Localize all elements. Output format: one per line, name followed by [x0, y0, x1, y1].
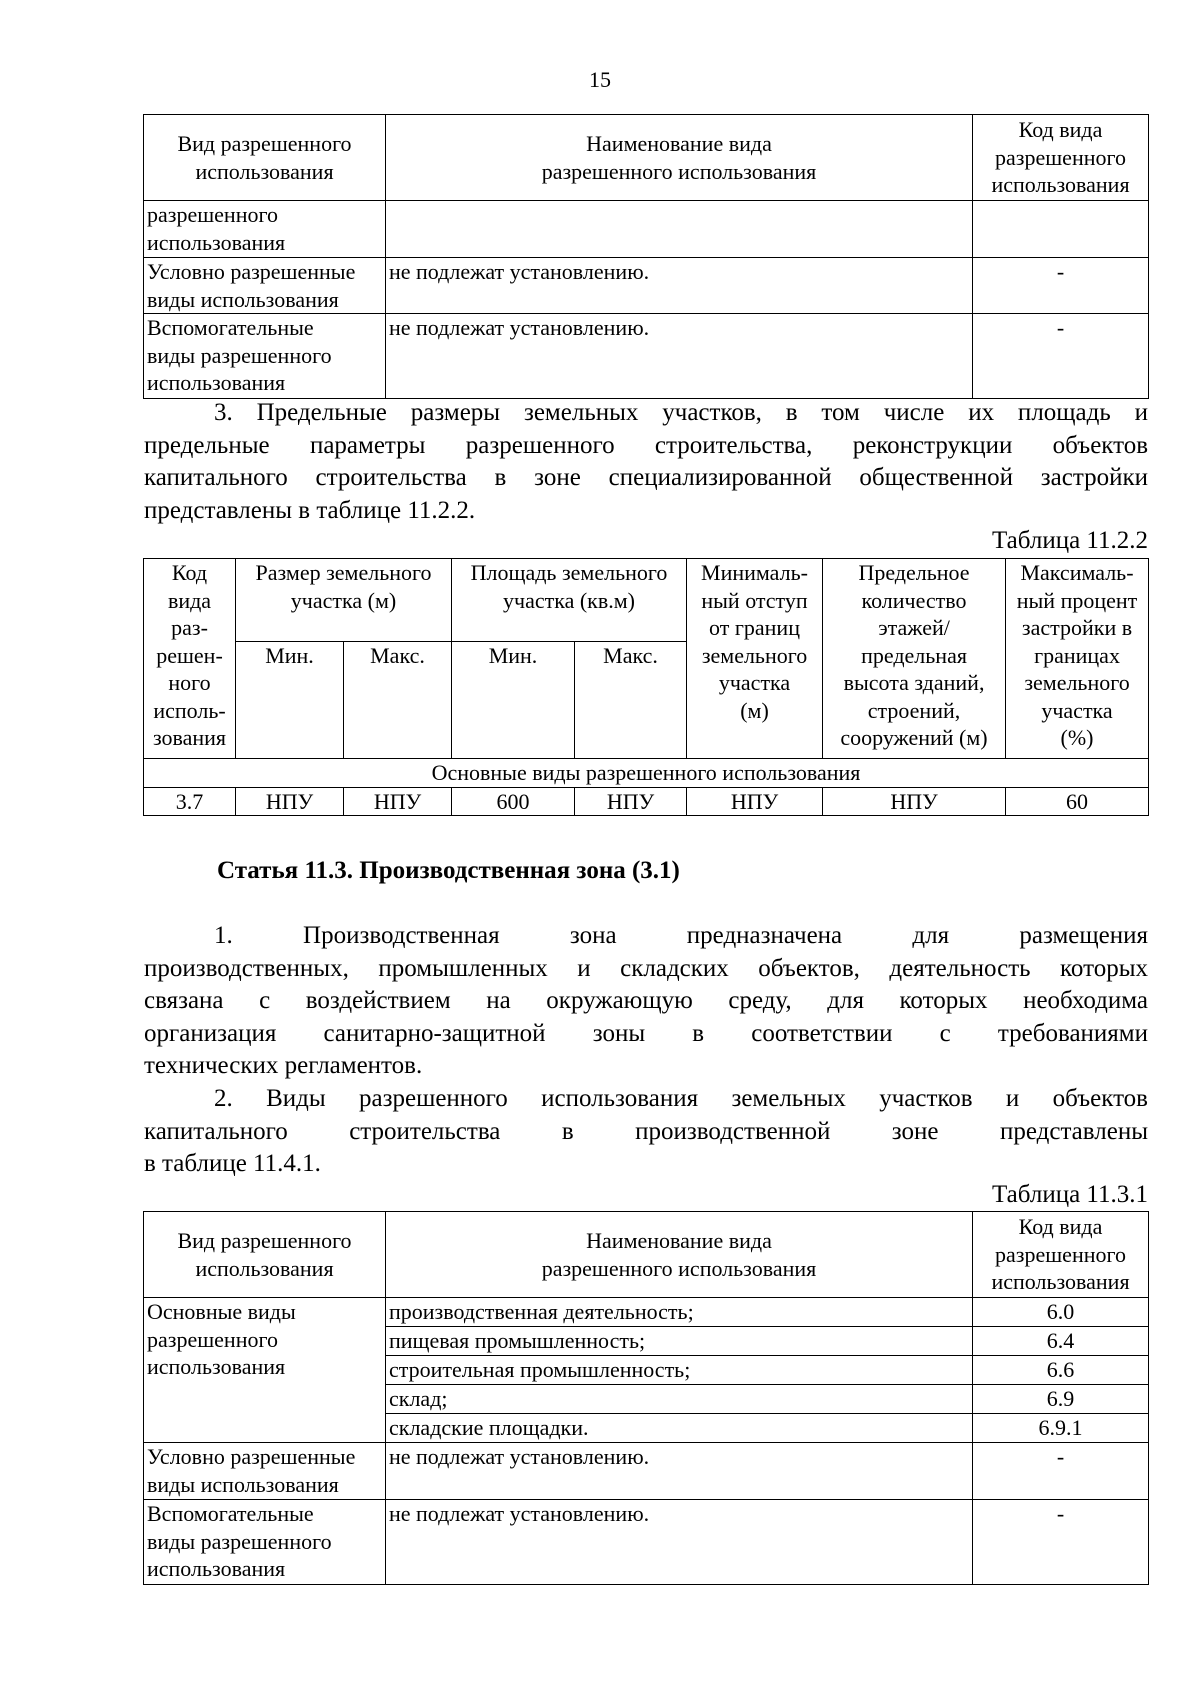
use-name-cell: склад; — [386, 1385, 973, 1414]
value-min-offset: НПУ — [687, 787, 823, 816]
use-name-cell: складские площадки. — [386, 1414, 973, 1443]
use-code-cell: 6.4 — [973, 1327, 1149, 1356]
use-type-main: Основные виды разрешенного использования — [144, 1298, 386, 1443]
use-name-cell: строительная промышленность; — [386, 1356, 973, 1385]
value-code: 3.7 — [144, 787, 236, 816]
header-plot-size: Размер земельного участка (м) — [236, 559, 452, 642]
paragraph-zone-purpose: 1. Производственная зона предназначена для размещения производственных, промышленных и складских объектов, деятельность которых связана с воздействием на окружающую среду, для которых необходима организация санитарно-защитной зоны в соответствии с требованиями технических регламентов. — [144, 922, 1148, 1079]
value-size-max: НПУ — [344, 787, 452, 816]
table-caption: Таблица 11.3.1 — [992, 1181, 1148, 1208]
industrial-use-table — [143, 1211, 1149, 1585]
header-area-max: Макс. — [575, 642, 687, 759]
header-use-type: Вид разрешенного использования — [144, 115, 386, 201]
use-type-cell: разрешенного использования — [144, 201, 386, 258]
use-name-cell: не подлежат установлению. — [386, 314, 973, 399]
header-plot-area: Площадь земельного участка (кв.м) — [452, 559, 687, 642]
table-row — [144, 201, 1149, 258]
page-number: 15 — [589, 67, 611, 92]
use-code-cell: 6.9 — [973, 1385, 1149, 1414]
use-name-cell: пищевая промышленность; — [386, 1327, 973, 1356]
table-row — [144, 258, 1149, 314]
use-code-cell: 6.6 — [973, 1356, 1149, 1385]
paragraph-limit-sizes: 3. Предельные размеры земельных участков, в том числе их площадь и предельные параметры разрешенного строительства, реконструкции объектов капитального строительства в зоне специализированной общественной застройки представлены в таблице 11.2.2. — [144, 399, 1148, 524]
header-use-code: Код вида разрешенного использования — [973, 1212, 1149, 1298]
header-use-name: Наименование вида разрешенного использования — [386, 115, 973, 201]
table-row — [144, 1500, 1149, 1585]
value-max-floors: НПУ — [823, 787, 1006, 816]
use-type-cell: Вспомогательные виды разрешенного использования — [144, 314, 386, 399]
use-code-cell: - — [973, 1500, 1149, 1585]
paragraph-use-types: 2. Виды разрешенного использования земельных участков и объектов капитального строительства в производственной зоне представлены в таблице 11.4.1. — [144, 1085, 1148, 1177]
table-row — [144, 787, 1149, 816]
article-heading: Статья 11.3. Производственная зона (3.1) — [217, 857, 680, 884]
use-code-cell: 6.9.1 — [973, 1414, 1149, 1443]
parameters-table — [143, 558, 1149, 816]
header-area-min: Мин. — [452, 642, 575, 759]
section-main-uses: Основные виды разрешенного использования — [144, 759, 1149, 788]
header-use-type: Вид разрешенного использования — [144, 1212, 386, 1298]
header-max-percent: Максималь- ный процент застройки в границах земельного участка (%) — [1006, 559, 1149, 759]
table-caption: Таблица 11.2.2 — [992, 527, 1148, 554]
value-area-max: НПУ — [575, 787, 687, 816]
value-max-percent: 60 — [1006, 787, 1149, 816]
use-type-cell: Условно разрешенные виды использования — [144, 258, 386, 314]
header-use-name: Наименование вида разрешенного использования — [386, 1212, 973, 1298]
header-size-min: Мин. — [236, 642, 344, 759]
header-min-offset: Минималь- ный отступ от границ земельного участка (м) — [687, 559, 823, 759]
use-name-cell: не подлежат установлению. — [386, 1500, 973, 1585]
use-name-cell: не подлежат установлению. — [386, 1443, 973, 1500]
use-name-cell — [386, 201, 973, 258]
use-code-cell: 6.0 — [973, 1298, 1149, 1327]
header-max-floors: Предельное количество этажей/ предельная высота зданий, строений, сооружений (м) — [823, 559, 1006, 759]
header-size-max: Макс. — [344, 642, 452, 759]
use-type-cell: Вспомогательные виды разрешенного использования — [144, 1500, 386, 1585]
use-code-cell — [973, 201, 1149, 258]
use-type-cell: Условно разрешенные виды использования — [144, 1443, 386, 1500]
use-name-cell: производственная деятельность; — [386, 1298, 973, 1327]
table-row — [144, 314, 1149, 399]
use-code-cell: - — [973, 258, 1149, 314]
table-row — [144, 1298, 1149, 1327]
table-row — [144, 1443, 1149, 1500]
header-code: Код вида раз- решен- ного исполь- зования — [144, 559, 236, 759]
use-code-cell: - — [973, 314, 1149, 399]
header-use-code: Код вида разрешенного использования — [973, 115, 1149, 201]
use-name-cell: не подлежат установлению. — [386, 258, 973, 314]
value-size-min: НПУ — [236, 787, 344, 816]
value-area-min: 600 — [452, 787, 575, 816]
use-code-cell: - — [973, 1443, 1149, 1500]
land-use-table-continued — [143, 114, 1149, 399]
